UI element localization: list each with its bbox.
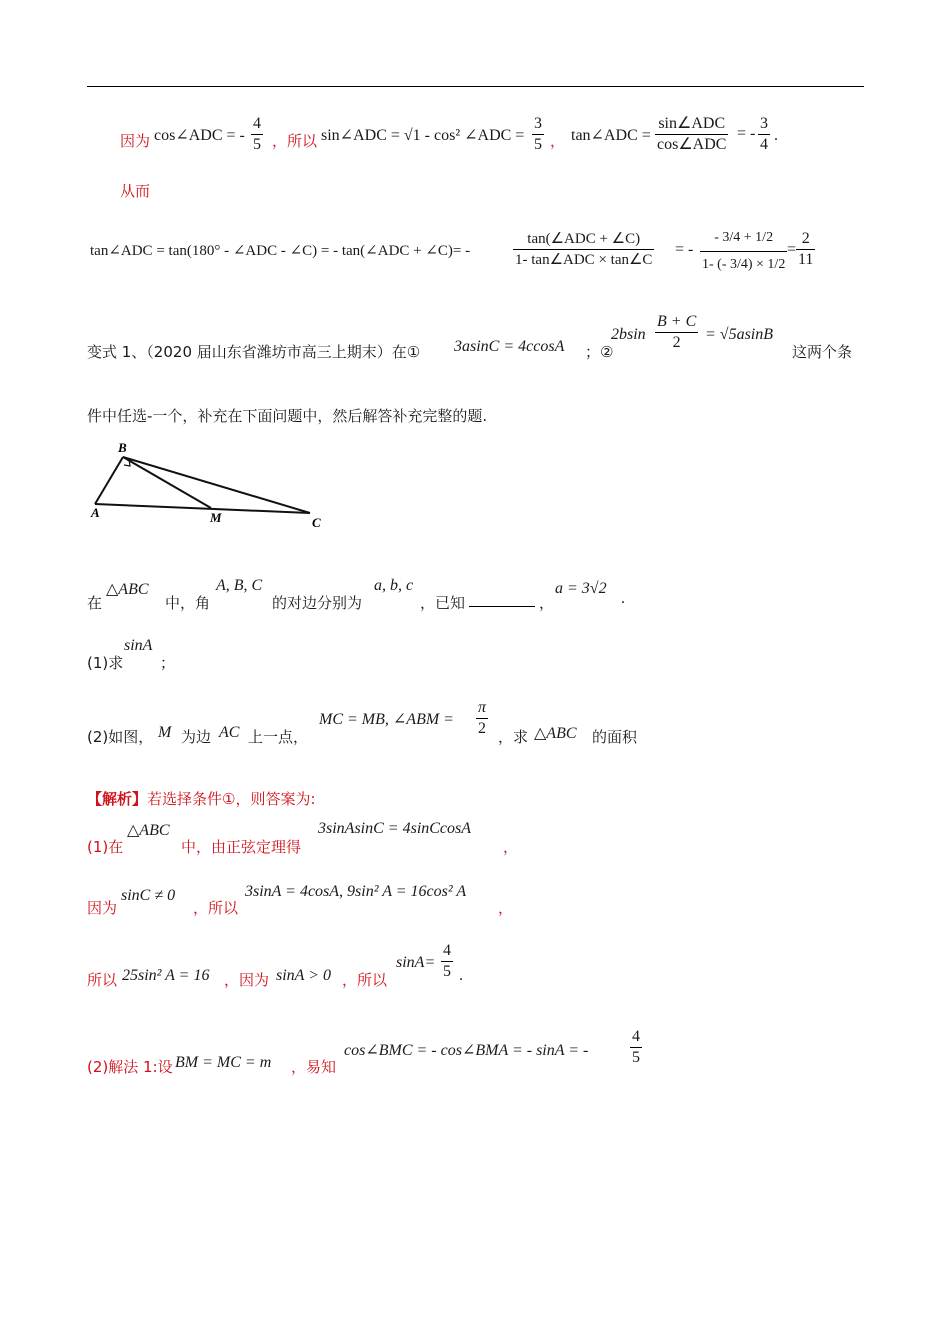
tan-fraction: sin∠ADC cos∠ADC (657, 115, 727, 153)
question-2-text3: ，求 (498, 728, 529, 746)
question-1-end: ； (160, 654, 176, 672)
given-comma: ， (539, 594, 555, 612)
result-fraction: $\frac{2}{11}$ (798, 230, 814, 268)
solution-2-expr: 3sinA = 4cosA, 9sin² A = 16cos² A (245, 883, 467, 900)
solution-1-expr: 3sinAsinC = 4sinCcosA (318, 820, 472, 837)
solution-1-triangle: △ABC (127, 822, 170, 839)
side-a-value: a = 3√2 (555, 580, 607, 597)
given-in: 在 (87, 594, 103, 612)
solution-3-expr2: sinA > 0 (276, 967, 331, 984)
question-2-text1: 为边 (181, 728, 212, 746)
problem-line-2: 件中任选-一个，补充在下面问题中，然后解答补充完整的题. (87, 407, 488, 425)
tan-sum-fraction: tan(∠ADC + ∠C) 1- tan∠ADC × tan∠C (515, 231, 653, 268)
label-a: A (91, 505, 100, 520)
solution-4-label: (2)解法 1:设 (87, 1058, 173, 1076)
question-2-triangle: △ABC (534, 725, 577, 742)
side-ac: AC (219, 724, 240, 741)
solution-3-fraction: $\frac{4}{5}$ (443, 942, 451, 980)
question-2-text4: 的面积 (592, 728, 638, 746)
solution-4-fraction: $\frac{4}{5}$ (632, 1028, 640, 1066)
given-angles: A, B, C (216, 577, 263, 594)
point-m: M (158, 724, 172, 741)
equals-minus: = - (675, 241, 694, 258)
given-known: ，已知 (420, 594, 466, 612)
question-2-text2: 上一点， (248, 728, 309, 746)
period: . (774, 127, 778, 144)
given-triangle: △ABC (106, 581, 149, 598)
triangle-figure (87, 437, 332, 532)
text-so: ，所以 (272, 132, 318, 150)
sin-fraction: $\frac{3}{5}$ (534, 115, 542, 153)
given-angle-text: 中，角 (165, 594, 211, 612)
given-period: . (621, 590, 625, 607)
question-1-label: (1)求 (87, 654, 124, 672)
tan-equals: = - (737, 125, 756, 142)
solution-1-end: ， (503, 838, 519, 856)
numeric-fraction: $\frac{- 3/4 + 1/2}{1- (- 3/4) \times 1/2}$ (700, 225, 787, 278)
solution-2-so: ，所以 (193, 899, 239, 917)
given-sides: a, b, c (374, 577, 414, 594)
question-1-expr: sinA (124, 637, 153, 654)
condition-separator: ；② (585, 343, 614, 361)
solution-1-mid: 中，由正弦定理得 (181, 838, 302, 856)
sin-expression: sin∠ADC = √1 - cos² ∠ADC = (321, 127, 525, 144)
header-rule (87, 86, 864, 87)
problem-intro: 变式 1、（2020 届山东省潍坊市高三上期末）在① (87, 343, 421, 361)
label-c: C (312, 515, 321, 530)
text-because: 因为 (120, 132, 151, 150)
solution-4-known: ，易知 (291, 1058, 337, 1076)
cos-expression: cos∠ADC = - (154, 127, 245, 144)
solution-2-condition: sinC ≠ 0 (121, 887, 176, 904)
solution-4-expr: BM = MC = m (175, 1054, 272, 1071)
solution-1-label: (1)在 (87, 838, 124, 856)
tan-result-fraction: $\frac{3}{4}$ (760, 115, 768, 153)
answer-blank (469, 592, 535, 607)
tan-expression: tan∠ADC = (571, 127, 651, 144)
condition-2-prefix: 2bsin (611, 326, 646, 343)
solution-3-expr1: 25sin² A = 16 (122, 967, 210, 984)
solution-3-so: ，所以 (342, 971, 388, 989)
analysis-tag: 【解析】若选择条件①，则答案为: (87, 790, 316, 808)
text-comma: ， (550, 132, 566, 150)
solution-4-result: cos∠BMC = - cos∠BMA = - sinA = - (344, 1042, 589, 1059)
cos-fraction: $\frac{4}{5}$ (253, 115, 261, 153)
solution-3-mid: ，因为 (224, 971, 270, 989)
condition-2-suffix: = √5asinB (705, 326, 774, 343)
solution-2-end: ， (498, 899, 514, 917)
condition-1: 3asinC = 4ccosA (454, 338, 565, 355)
given-opposite-text: 的对边分别为 (272, 594, 363, 612)
problem-tail: 这两个条 (792, 343, 853, 361)
equals: = (787, 241, 797, 258)
solution-3-label: 所以 (87, 971, 118, 989)
text-therefore: 从而 (120, 182, 151, 200)
solution-2-label: 因为 (87, 899, 118, 917)
solution-3-end: . (459, 967, 463, 984)
solution-3-result: sinA= (396, 954, 436, 971)
pi-over-2: $\frac{\pi}{2}$ (478, 699, 487, 737)
condition-2-fraction: $\frac{B + C}{2}$ (657, 313, 697, 351)
label-m: M (210, 510, 222, 525)
tan-identity-lhs: tan∠ADC = tan(180° - ∠ADC - ∠C) = - tan(∠ADC + ∠C)= - (90, 243, 471, 259)
label-b: B (118, 440, 127, 455)
question-2-condition: MC = MB, ∠ABM = (319, 711, 454, 728)
question-2-label: (2)如图， (87, 728, 154, 746)
